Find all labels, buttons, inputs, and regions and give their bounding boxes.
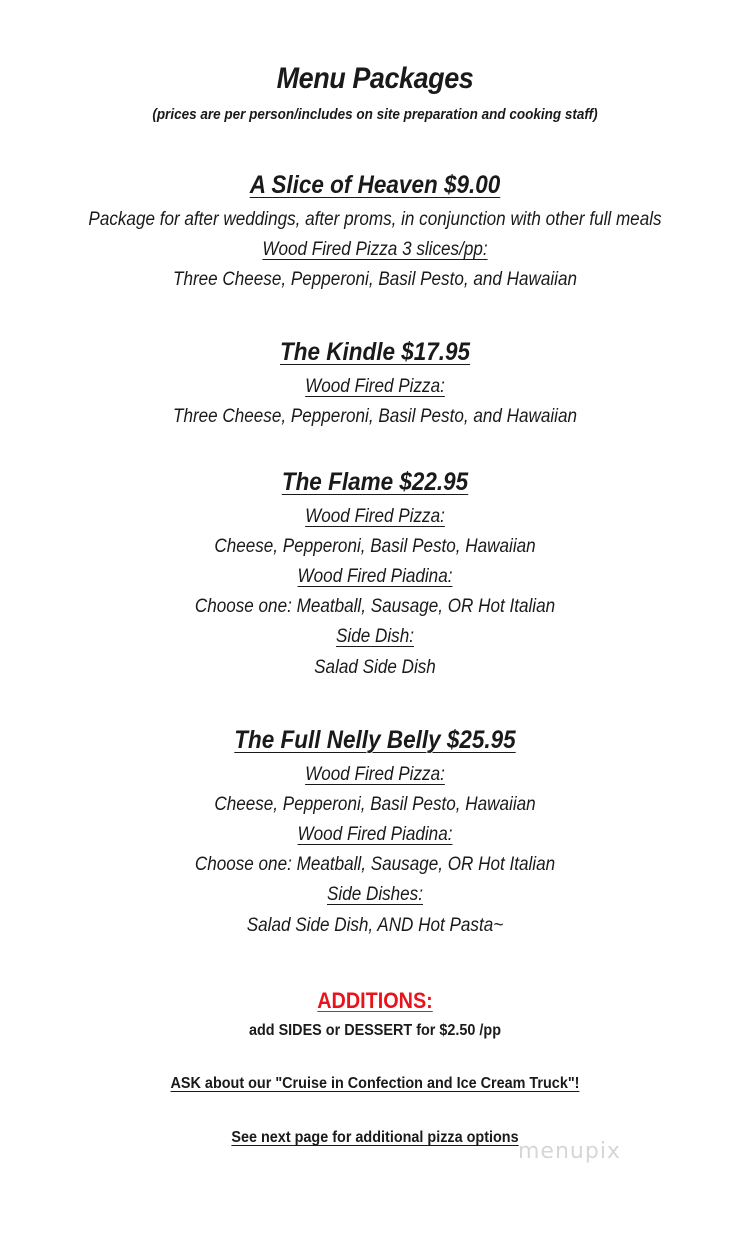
additions-heading: ADDITIONS:	[317, 988, 433, 1013]
package-heading-kindle: The Kindle $17.95	[279, 338, 471, 366]
package-section-label: Wood Fired Pizza:	[305, 764, 445, 785]
ice-cream-truck-note: ASK about our "Cruise in Confection and Ice Cream Truck"!	[170, 1075, 580, 1092]
package-section-label: Wood Fired Pizza:	[305, 376, 445, 397]
package-item-line: Cheese, Pepperoni, Basil Pesto, Hawaiian	[214, 536, 536, 557]
package-item-line: Choose one: Meatball, Sausage, OR Hot Italian	[194, 854, 556, 875]
package-section-label: Wood Fired Pizza:	[305, 506, 445, 527]
menupix-watermark: menupix	[518, 1139, 621, 1164]
page-subtitle: (prices are per person/includes on site preparation and cooking staff)	[152, 106, 598, 123]
package-section-label: Wood Fired Piadina:	[297, 566, 453, 587]
package-heading-slice-of-heaven: A Slice of Heaven $9.00	[249, 171, 501, 199]
package-item-line: Three Cheese, Pepperoni, Basil Pesto, and Hawaiian	[173, 406, 577, 427]
package-item-line: Salad Side Dish	[314, 657, 436, 678]
package-section-label: Side Dish:	[336, 626, 414, 647]
package-item-line: Salad Side Dish, AND Hot Pasta~	[246, 915, 504, 936]
package-section-label: Side Dishes:	[326, 884, 423, 905]
package-item-line: Choose one: Meatball, Sausage, OR Hot Italian	[194, 596, 556, 617]
package-section-label: Wood Fired Pizza 3 slices/pp:	[262, 239, 488, 260]
package-description: Package for after weddings, after proms, in conjunction with other full meals	[88, 209, 662, 230]
page-title: Menu Packages	[276, 62, 474, 95]
package-section-label: Wood Fired Piadina:	[297, 824, 453, 845]
package-item-line: Cheese, Pepperoni, Basil Pesto, Hawaiian	[214, 794, 536, 815]
next-page-note: See next page for additional pizza options	[231, 1129, 519, 1146]
additions-text: add SIDES or DESSERT for $2.50 /pp	[248, 1022, 502, 1039]
package-heading-full-nelly-belly: The Full Nelly Belly $25.95	[234, 726, 516, 754]
package-item-line: Three Cheese, Pepperoni, Basil Pesto, and Hawaiian	[173, 269, 577, 290]
package-heading-flame: The Flame $22.95	[281, 468, 469, 496]
